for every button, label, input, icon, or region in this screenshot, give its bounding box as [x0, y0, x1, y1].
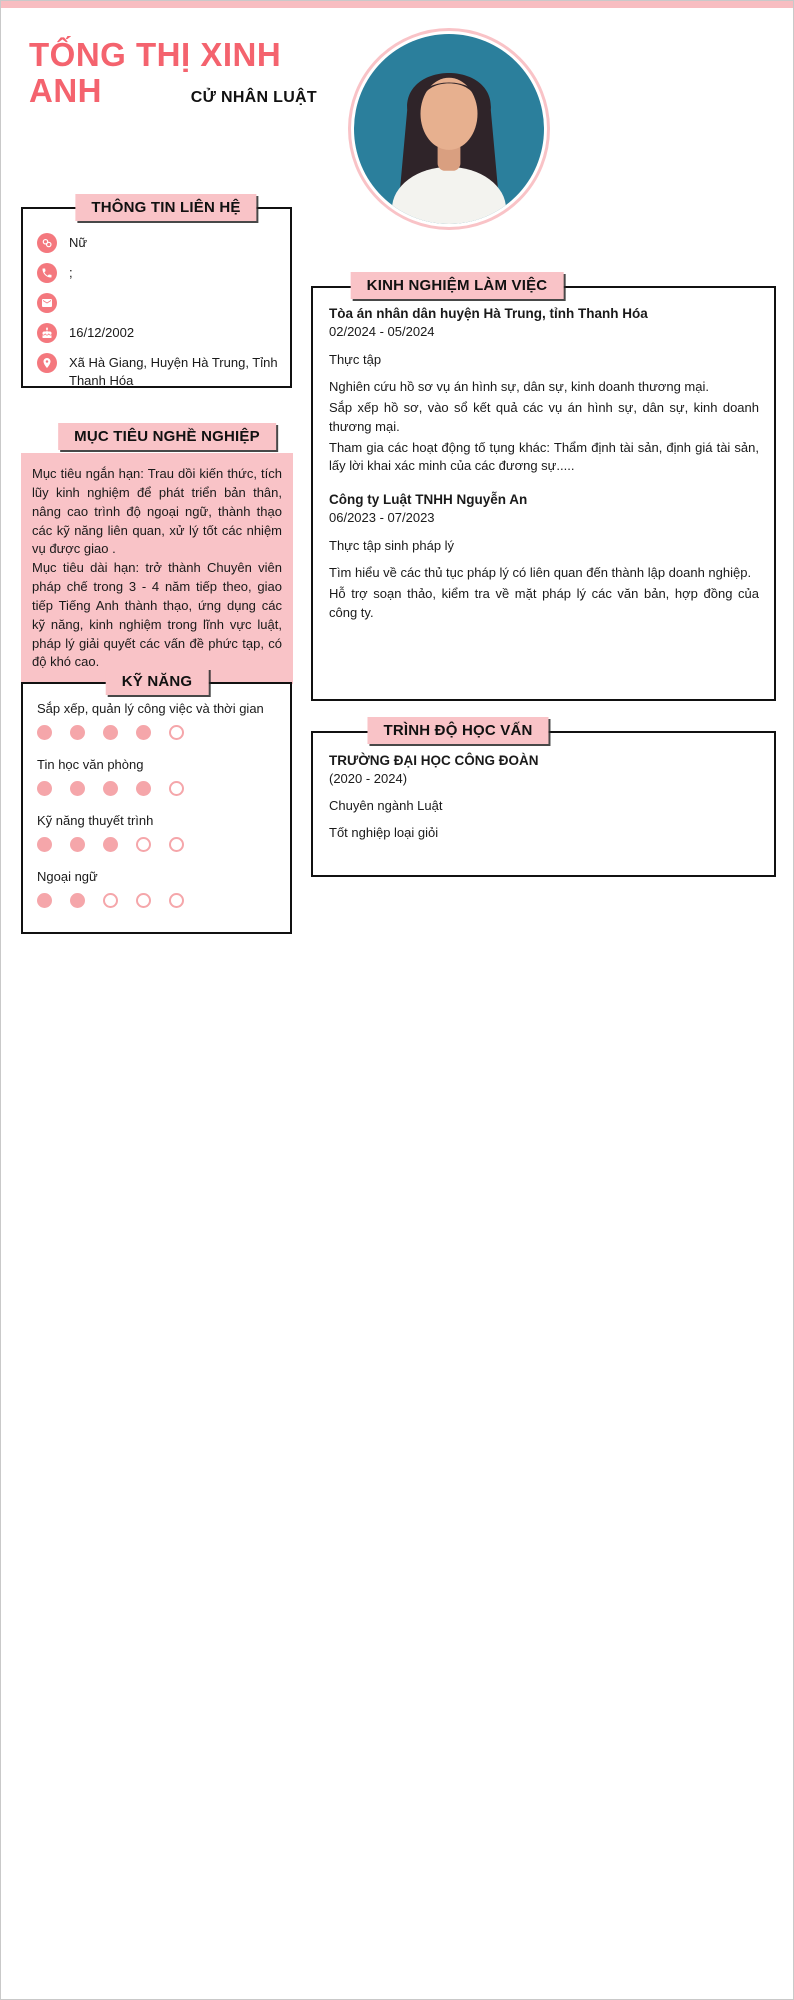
phone-icon	[37, 263, 57, 283]
education-school: TRƯỜNG ĐẠI HỌC CÔNG ĐOÀN	[329, 753, 539, 768]
location-icon	[37, 353, 57, 373]
contact-item	[37, 232, 279, 253]
portrait-placeholder-image	[354, 34, 544, 224]
contact-list	[37, 232, 279, 389]
skill-dot-filled	[37, 781, 52, 796]
skill-dot-empty	[169, 837, 184, 852]
objective-paragraph: Mục tiêu dài hạn: trở thành Chuyên viên pháp chế trong 3 - 4 năm tiếp theo, giao tiếp Tiếng Anh thành thạo, ứng dụng các kỹ năng, kinh nghiệm trong lĩnh vực luật, pháp lý giải quyết các vấn đề phức tạp, có độ khó cao.	[32, 560, 282, 670]
skill-rating	[37, 893, 277, 908]
profile-photo-frame	[348, 28, 550, 230]
skill-label: Sắp xếp, quản lý công việc và thời gian	[37, 701, 264, 716]
skill-dot-empty	[103, 893, 118, 908]
contact-text: 16/12/2002	[69, 325, 135, 340]
candidate-title: CỬ NHÂN LUẬT	[190, 89, 317, 106]
skill-dot-empty	[136, 893, 151, 908]
skills-list	[37, 701, 277, 925]
skill-dot-empty	[169, 725, 184, 740]
experience-item	[329, 306, 759, 476]
job-details	[329, 378, 759, 476]
skill-label: Tin học văn phòng	[37, 757, 144, 772]
skill-label: Ngoại ngữ	[37, 869, 98, 884]
skill-dot-filled	[70, 725, 85, 740]
top-accent-strip	[1, 1, 793, 8]
skill-dot-empty	[136, 837, 151, 852]
experience-list	[329, 306, 759, 639]
skill-dot-filled	[37, 725, 52, 740]
job-detail-line: Sắp xếp hồ sơ, vào sổ kết quả các vụ án hình sự, dân sự, kinh doanh thương mại.	[329, 399, 759, 434]
experience-item	[329, 492, 759, 623]
birthday-icon	[37, 323, 57, 343]
contact-item	[37, 322, 279, 343]
skill-item	[37, 701, 277, 740]
contact-item	[37, 352, 279, 389]
job-detail-line: Hỗ trợ soạn thảo, kiểm tra về mặt pháp lý các văn bản, hợp đồng của công ty.	[329, 586, 759, 620]
objective-paragraph: Mục tiêu ngắn hạn: Trau dồi kiến thức, tích lũy kinh nghiệm để phát triển bản thân, nâng cao trình độ ngoại ngữ, thành thạo các kỹ năng liên quan, xử lý tốt các nhiệm vụ được giao .	[32, 466, 282, 557]
skill-rating	[37, 725, 277, 740]
skill-dot-empty	[169, 781, 184, 796]
job-company: Tòa án nhân dân huyện Hà Trung, tỉnh Thanh Hóa	[329, 306, 648, 321]
profile-photo	[354, 34, 544, 224]
skill-dot-filled	[136, 781, 151, 796]
skill-dot-empty	[169, 893, 184, 908]
contact-item	[37, 292, 279, 313]
education-content	[329, 753, 759, 840]
experience-heading: KINH NGHIỆM LÀM VIỆC	[351, 272, 564, 299]
skill-dot-filled	[103, 725, 118, 740]
skill-dot-filled	[37, 893, 52, 908]
skill-label: Kỹ năng thuyết trình	[37, 813, 154, 828]
mail-icon	[37, 293, 57, 313]
skill-rating	[37, 781, 277, 796]
skill-dot-filled	[103, 781, 118, 796]
job-period: 02/2024 - 05/2024	[329, 324, 435, 339]
job-role: Thực tập	[329, 352, 382, 367]
skill-dot-filled	[136, 725, 151, 740]
skill-rating	[37, 837, 277, 852]
contact-text: ;	[69, 265, 73, 280]
contact-heading: THÔNG TIN LIÊN HỆ	[75, 194, 256, 221]
objective-text-block	[21, 453, 293, 684]
skill-item	[37, 813, 277, 852]
education-period: (2020 - 2024)	[329, 771, 408, 786]
education-heading: TRÌNH ĐỘ HỌC VẤN	[367, 717, 548, 744]
job-role: Thực tập sinh pháp lý	[329, 538, 455, 554]
education-major: Chuyên ngành Luật	[329, 798, 443, 813]
skill-dot-filled	[37, 837, 52, 852]
skill-dot-filled	[70, 893, 85, 908]
job-detail-line: Tìm hiểu về các thủ tục pháp lý có liên quan đến thành lập doanh nghiệp.	[329, 565, 752, 581]
job-detail-line: Nghiên cứu hồ sơ vụ án hình sự, dân sự, kinh doanh thương mại.	[329, 379, 709, 394]
contact-item	[37, 262, 279, 283]
skill-item	[37, 757, 277, 796]
skill-dot-filled	[103, 837, 118, 852]
skill-item	[37, 869, 277, 908]
job-details	[329, 564, 759, 623]
skills-heading: KỸ NĂNG	[106, 668, 209, 695]
objective-heading: MỤC TIÊU NGHỀ NGHIỆP	[58, 423, 276, 450]
job-company: Công ty Luật TNHH Nguyễn An	[329, 492, 528, 508]
gender-icon	[37, 233, 57, 253]
skill-dot-filled	[70, 781, 85, 796]
education-grade: Tốt nghiệp loại giỏi	[329, 825, 439, 840]
job-detail-line: Tham gia các hoạt động tố tụng khác: Thẩm định tài sản, định giá tài sản, lấy lời khai xác minh của các đương sự.....	[329, 439, 759, 474]
contact-text: Xã Hà Giang, Huyện Hà Trung, Tỉnh Thanh Hóa	[69, 355, 278, 388]
skill-dot-filled	[70, 837, 85, 852]
contact-text: Nữ	[69, 235, 88, 250]
job-period: 06/2023 - 07/2023	[329, 510, 435, 526]
candidate-name: TỐNG THỊ XINH ANH	[29, 36, 282, 110]
